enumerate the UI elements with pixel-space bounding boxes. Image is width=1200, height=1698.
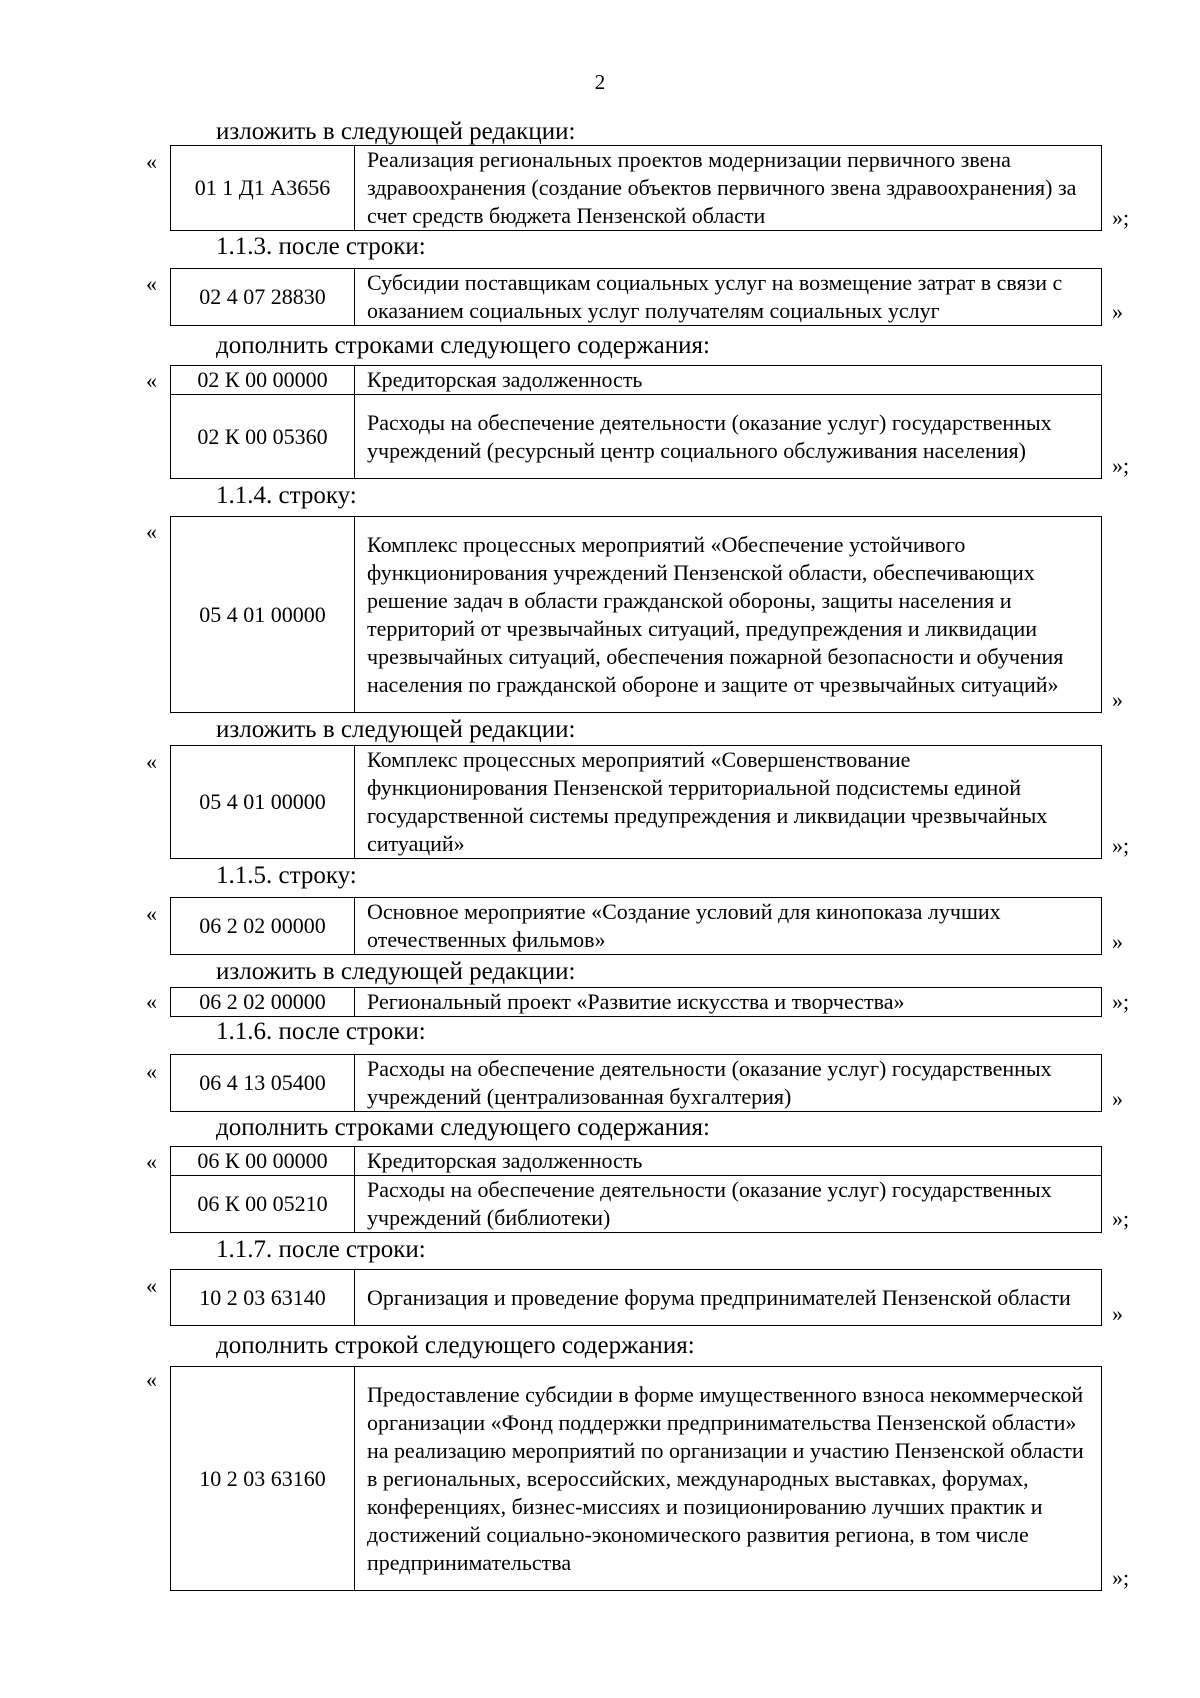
opening-quote: « <box>146 368 157 393</box>
budget-description: Реализация региональных проектов модернизации первичного звена здравоохранения (создание объектов первичного звена здравоохранения) за счет средств бюджета Пензенской области <box>355 146 1102 231</box>
budget-description: Кредиторская задолженность <box>355 1147 1102 1176</box>
opening-quote: « <box>146 271 157 296</box>
budget-description: Организация и проведение форума предпринимателей Пензенской области <box>355 1270 1102 1326</box>
budget-code: 02 4 07 28830 <box>171 269 355 326</box>
code-table <box>170 987 1102 1017</box>
budget-description: Основное мероприятие «Создание условий для кинопоказа лучших отечественных фильмов» <box>355 898 1102 955</box>
section-heading: дополнить строками следующего содержания: <box>216 332 710 359</box>
budget-code: 06 2 02 00000 <box>171 898 355 955</box>
opening-quote: « <box>146 749 157 774</box>
code-table <box>170 145 1102 231</box>
budget-code: 05 4 01 00000 <box>171 746 355 859</box>
table-row <box>171 1055 1102 1112</box>
table-row <box>171 395 1102 479</box>
opening-quote: « <box>146 1059 157 1084</box>
closing-quote: »; <box>1112 205 1130 230</box>
section-heading: 1.1.7. после строки: <box>216 1236 426 1263</box>
page-number: 2 <box>594 70 606 94</box>
opening-quote: « <box>146 149 157 174</box>
table-row <box>171 1270 1102 1326</box>
code-table <box>170 1366 1102 1591</box>
code-table <box>170 745 1102 859</box>
table-row <box>171 366 1102 395</box>
code-table <box>170 1054 1102 1112</box>
budget-description: Расходы на обеспечение деятельности (оказание услуг) государственных учреждений (централизованная бухгалтерия) <box>355 1055 1102 1112</box>
table-row <box>171 1147 1102 1176</box>
table-row <box>171 988 1102 1017</box>
table-row <box>171 517 1102 713</box>
section-heading: 1.1.3. после строки: <box>216 233 426 260</box>
closing-quote: »; <box>1112 1206 1130 1231</box>
budget-code: 10 2 03 63140 <box>171 1270 355 1326</box>
closing-quote: »; <box>1112 833 1130 858</box>
table-row <box>171 1367 1102 1591</box>
budget-description: Региональный проект «Развитие искусства и творчества» <box>355 988 1102 1017</box>
budget-description: Предоставление субсидии в форме имущественного взноса некоммерческой организации «Фонд поддержки предпринимательства Пензенской области» на реализацию мероприятий по организации и участию Пензенской области в региональных, всероссийских, международных выставках, форумах, конференциях, бизнес-миссиях и позиционированию лучших практик и достижений социально-экономического развития региона, в том числе предпринимательства <box>355 1367 1102 1591</box>
closing-quote: » <box>1112 1301 1123 1326</box>
code-table <box>170 1146 1102 1233</box>
section-heading: изложить в следующей редакции: <box>216 958 576 985</box>
closing-quote: » <box>1112 687 1123 712</box>
budget-description: Комплекс процессных мероприятий «Обеспечение устойчивого функционирования учреждений Пензенской области, обеспечивающих решение задач в области гражданской обороны, защиты населения и территорий от чрезвычайных ситуаций, предупреждения и ликвидации чрезвычайных ситуаций, обеспечения пожарной безопасности и обучения населения по гражданской обороне и защите от чрезвычайных ситуаций» <box>355 517 1102 713</box>
budget-code: 06 К 00 00000 <box>171 1147 355 1176</box>
opening-quote: « <box>146 519 157 544</box>
closing-quote: »; <box>1112 453 1130 478</box>
opening-quote: « <box>146 1149 157 1174</box>
section-heading: изложить в следующей редакции: <box>216 716 576 743</box>
budget-code: 05 4 01 00000 <box>171 517 355 713</box>
budget-code: 02 К 00 05360 <box>171 395 355 479</box>
section-heading: дополнить строками следующего содержания: <box>216 1114 710 1141</box>
section-heading: дополнить строкой следующего содержания: <box>216 1332 695 1359</box>
budget-code: 06 4 13 05400 <box>171 1055 355 1112</box>
budget-code: 02 К 00 00000 <box>171 366 355 395</box>
code-table <box>170 1269 1102 1326</box>
code-table <box>170 268 1102 326</box>
budget-description: Комплекс процессных мероприятий «Совершенствование функционирования Пензенской территориальной подсистемы единой государственной системы предупреждения и ликвидации чрезвычайных ситуаций» <box>355 746 1102 859</box>
section-heading: изложить в следующей редакции: <box>216 118 576 145</box>
budget-code: 06 К 00 05210 <box>171 1176 355 1233</box>
opening-quote: « <box>146 901 157 926</box>
table-row <box>171 146 1102 231</box>
closing-quote: » <box>1112 1086 1123 1111</box>
opening-quote: « <box>146 989 157 1014</box>
budget-code: 06 2 02 00000 <box>171 988 355 1017</box>
table-row <box>171 269 1102 326</box>
budget-description: Расходы на обеспечение деятельности (оказание услуг) государственных учреждений (ресурсный центр социального обслуживания населения) <box>355 395 1102 479</box>
code-table <box>170 516 1102 713</box>
budget-description: Субсидии поставщикам социальных услуг на возмещение затрат в связи с оказанием социальных услуг получателям социальных услуг <box>355 269 1102 326</box>
opening-quote: « <box>146 1367 157 1392</box>
budget-code: 01 1 Д1 A3656 <box>171 146 355 231</box>
code-table <box>170 365 1102 479</box>
table-row <box>171 746 1102 859</box>
section-heading: 1.1.6. после строки: <box>216 1018 426 1045</box>
budget-code: 10 2 03 63160 <box>171 1367 355 1591</box>
closing-quote: » <box>1112 299 1123 324</box>
closing-quote: »; <box>1112 1565 1130 1590</box>
code-table <box>170 897 1102 955</box>
table-row <box>171 1176 1102 1233</box>
closing-quote: » <box>1112 929 1123 954</box>
section-heading: 1.1.5. строку: <box>216 862 357 889</box>
table-row <box>171 898 1102 955</box>
closing-quote: »; <box>1112 989 1130 1014</box>
budget-description: Кредиторская задолженность <box>355 366 1102 395</box>
section-heading: 1.1.4. строку: <box>216 482 357 509</box>
budget-description: Расходы на обеспечение деятельности (оказание услуг) государственных учреждений (библиотеки) <box>355 1176 1102 1233</box>
opening-quote: « <box>146 1273 157 1298</box>
